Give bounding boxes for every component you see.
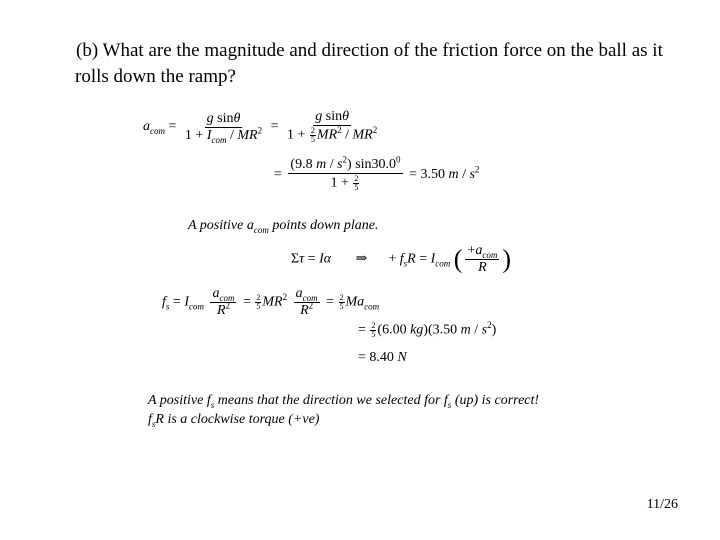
equation-acom-value: = (9.8 m / $s^2$) sin30.0$^0$ 1 + $\frac{2}{5}$ = 3.50 m / $s^2$ (274, 154, 480, 192)
equation-fs-result: = 8.40 N (358, 350, 407, 365)
equation-torque: Στ = Iα ⇒ + $f_sR = I_{com}$ ( $\frac{+a_{com}}{R}$ ) (291, 243, 512, 275)
question-text (76, 38, 716, 90)
equation-acom-formula: $a_{com}$ = $\frac{\text{g sinθ}}{1 + I_{com} / MR^2}$ = g sinθ 1 + $\frac{2}{5}$ $MR^2 / MR^2$ (143, 109, 378, 145)
equation-fs-substitution: = $\frac{2}{5}$ (6.00 kg)(3.50 m / $s^2$) (358, 320, 497, 339)
equation-fs-formula: $f_s = I_{com}$ $\frac{a_{com}}{R^2}$ = $\frac{2}{5}$ $MR^2$ $\frac{a_{com}}{R^2}$ = $\frac{2}{5}$ $Ma_{com}$ (162, 286, 380, 318)
note-positive-acom: A positive $a_{com}$ points down plane. (188, 218, 379, 235)
question-line-1: (b) What are the magnitude and direction of the friction force on the ball as it (76, 40, 663, 61)
note-clockwise-torque: $f_sR$ is a clockwise torque (+ve) (148, 412, 320, 429)
note-positive-fs: A positive $f_s$ means that the direction we selected for $f_s$ (up) is correct! (148, 393, 540, 410)
page-number: 11/26 (646, 497, 678, 512)
question-line-2: rolls down the ramp? (75, 66, 236, 87)
